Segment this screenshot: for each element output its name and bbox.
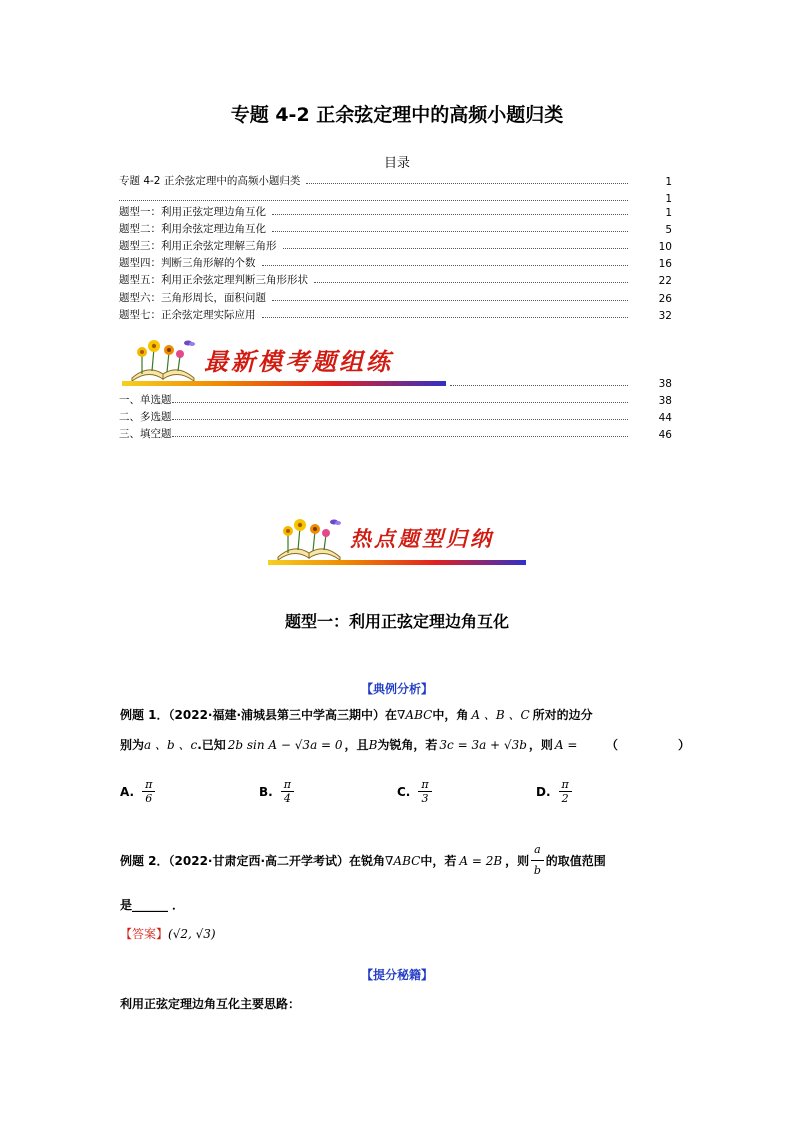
- banner-underline: [122, 381, 446, 386]
- example-2-line-2: 是______ ．: [120, 898, 185, 912]
- toc-page: 10: [658, 241, 672, 253]
- toc-item[interactable]: 题型一：利用正弦定理边角互化 1: [119, 206, 672, 219]
- toc-page: 32: [658, 310, 672, 322]
- example-2-line-1: 例题 2．（2022·甘肃定西·高二开学考试）在锐角 ∇ABC 中，若 A = 2B ，则 $\frac{a}{b}$ 的取值范围: [120, 840, 680, 881]
- answer: [120, 924, 680, 944]
- toc-page: 16: [658, 258, 672, 270]
- toc-item[interactable]: 专题 4-2 正余弦定理中的高频小题归类 1: [119, 175, 672, 188]
- toc-item[interactable]: 二、多选题 44: [119, 411, 672, 424]
- example-1-line-1: 例题 1．（2022·福建·浦城县第三中学高三期中）在∇ABC中，角 A 、B 、C 所对的边分: [120, 708, 593, 722]
- example-analysis-label: 【典例分析】: [360, 682, 433, 696]
- banner-hot-topics-text: 热点题型归纳: [350, 526, 494, 551]
- toc-page: 1: [665, 193, 672, 205]
- tips-text: 利用正弦定理边角互化主要思路：: [120, 997, 301, 1011]
- fraction-a-over-b: $\frac{a}{b}$: [531, 840, 544, 881]
- toc-page: 5: [665, 224, 672, 236]
- choice-a[interactable]: A. $\frac{\pi}{6}$: [120, 778, 155, 805]
- toc-item[interactable]: 题型七：正余弦定理实际应用 32: [119, 309, 672, 322]
- toc-item[interactable]: 题型六：三角形周长，面积问题 26: [119, 292, 672, 305]
- toc-page: 38: [658, 395, 672, 407]
- document-title: 专题 4-2 正余弦定理中的高频小题归类: [230, 104, 564, 126]
- banner-latest-exam-text: 最新模考题组练: [204, 346, 393, 376]
- toc-item[interactable]: 题型五：利用正余弦定理判断三角形形状 22: [119, 274, 672, 287]
- toc-page: 1: [665, 176, 672, 188]
- answer-value: (√2, √3): [168, 927, 216, 941]
- example-1-line-2: 别为a 、b 、c.已知 2b sin A − √3a = 0 ，且B为锐角，若 3c = 3a + √3b ，则 A = （ ）: [120, 738, 690, 752]
- tips-heading: 【提分秘籍】: [360, 968, 433, 982]
- choice-c[interactable]: C. $\frac{\pi}{3}$: [397, 778, 432, 805]
- answer-blank[interactable]: ______: [132, 898, 169, 912]
- answer-tag: 【答案】: [120, 927, 169, 941]
- toc-page: 46: [658, 429, 672, 441]
- banner-underline: [268, 560, 526, 565]
- toc-item[interactable]: 三、填空题 46: [119, 428, 672, 441]
- toc-item[interactable]: 题型二：利用余弦定理边角互化 5: [119, 223, 672, 236]
- banner-latest-exam: [122, 333, 452, 385]
- toc-item[interactable]: 一、单选题 38: [119, 394, 672, 407]
- toc-item[interactable]: [450, 374, 672, 390]
- toc-heading: 目录: [383, 156, 410, 171]
- toc-item[interactable]: 题型四：判断三角形解的个数 16: [119, 257, 672, 270]
- toc-page: 44: [658, 412, 672, 424]
- toc-item[interactable]: 题型三：利用正余弦定理解三角形 10: [119, 240, 672, 253]
- toc-page: 1: [665, 207, 672, 219]
- example-1: [120, 705, 690, 755]
- toc-page: 22: [658, 275, 672, 287]
- toc-page: 38: [658, 378, 672, 390]
- book-flowers-icon: [122, 334, 204, 384]
- toc-page: 26: [658, 293, 672, 305]
- section-heading: 题型一：利用正弦定理边角互化: [284, 612, 509, 631]
- choice-d[interactable]: D. $\frac{\pi}{2}$: [536, 778, 572, 805]
- example-2: [120, 840, 680, 915]
- banner-hot-topics: [268, 512, 530, 564]
- book-flowers-icon: [268, 513, 350, 563]
- choice-b[interactable]: B. $\frac{\pi}{4}$: [259, 778, 294, 805]
